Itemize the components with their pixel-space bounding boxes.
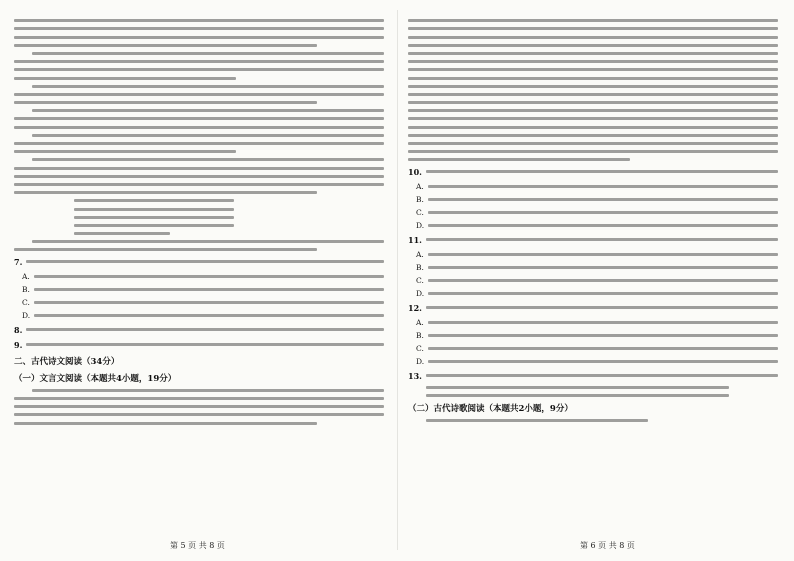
page-divider	[397, 10, 398, 550]
section-title: 二、古代诗文阅读（34分）	[14, 356, 120, 367]
option-c: C.	[22, 298, 384, 307]
page-footer-left: 第 5 页 共 8 页	[170, 541, 225, 550]
question-8: 8.	[14, 325, 384, 335]
question-13: 13.	[408, 371, 778, 381]
question-10: 10.	[408, 167, 778, 177]
option-a: A.	[22, 272, 384, 281]
question-number: 7.	[14, 256, 23, 267]
right-column: 10. A. B. C. D. 11. A. B. C. D. 12. A. B. C. D. 13. （二）古代诗歌阅读（本题共2小题，9分）	[408, 14, 778, 534]
question-12: 12.	[408, 303, 778, 313]
left-column	[14, 14, 384, 534]
option-a: A.	[416, 182, 778, 191]
option-c: C.	[416, 208, 778, 217]
option-b: B.	[22, 285, 384, 294]
option-d: D.	[416, 221, 778, 230]
subsection-title: （一）文言文阅读（本题共4小题，19分）	[14, 373, 177, 384]
question-7	[14, 257, 384, 267]
question-9: 9.	[14, 340, 384, 350]
subsection-title: （二）古代诗歌阅读（本题共2小题，9分）	[408, 404, 573, 415]
passage-block-3	[408, 19, 778, 161]
page-footer-right: 第 6 页 共 8 页	[580, 541, 635, 550]
poem-block	[74, 199, 234, 235]
passage-block-2	[14, 240, 384, 251]
option-d: D.	[22, 311, 384, 320]
option-b: B.	[416, 195, 778, 204]
question-11: 11.	[408, 235, 778, 245]
passage-block-1	[14, 19, 384, 194]
